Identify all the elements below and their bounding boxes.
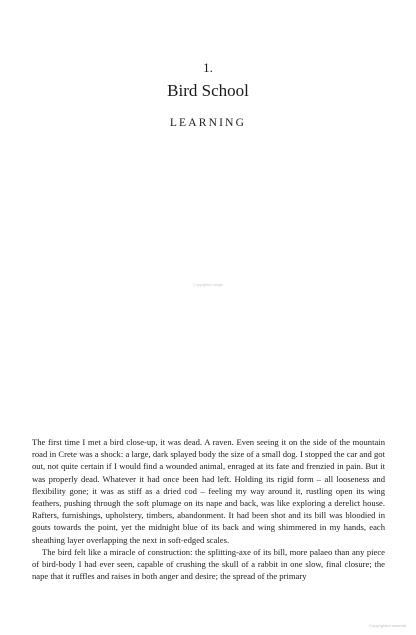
chapter-number: 1. xyxy=(203,60,213,75)
chapter-title: Bird School xyxy=(167,81,249,100)
copyright-footer-watermark: Copyrighted material xyxy=(369,623,406,628)
body-text xyxy=(32,436,385,582)
paragraph-1: The first time I met a bird close-up, it was dead. A raven. Even seeing it on the side of the mountain road in Crete was a shock: a large, dark splayed body the size of a small dog. I stopped the car and got out, not quite certain if I would find a wounded animal, enraged at its fate and frenzied in pain. But it was properly dead. Whatever it had once been had left. Holding its rigid form – all looseness and flexibility gone; it was as stiff as a dried cod – feeling my way around it, rustling open its wing feathers, pushing through the soft plumage on its nape and back, was like exploring a derelict house. Rafters, furnishings, upholstery, timbers, abandonment. It had been shot and its bill was bloodied in gouts towards the point, yet the midnight blue of its back and wing shimmered in my hands, each sheathing layer overlapping the next in soft-edged scales. xyxy=(32,437,385,545)
chapter-subtitle: LEARNING xyxy=(169,117,247,129)
copyright-watermark: Copyrighted image xyxy=(193,283,223,287)
paragraph-2: The bird felt like a miracle of construction: the splitting-axe of its bill, more palaeo than any piece of bird-body I had ever seen, capable of crushing the skull of a rabbit in one slow, final closure; the nape that it ruffles and raises in both anger and desire; the spread of the primary xyxy=(32,546,385,582)
